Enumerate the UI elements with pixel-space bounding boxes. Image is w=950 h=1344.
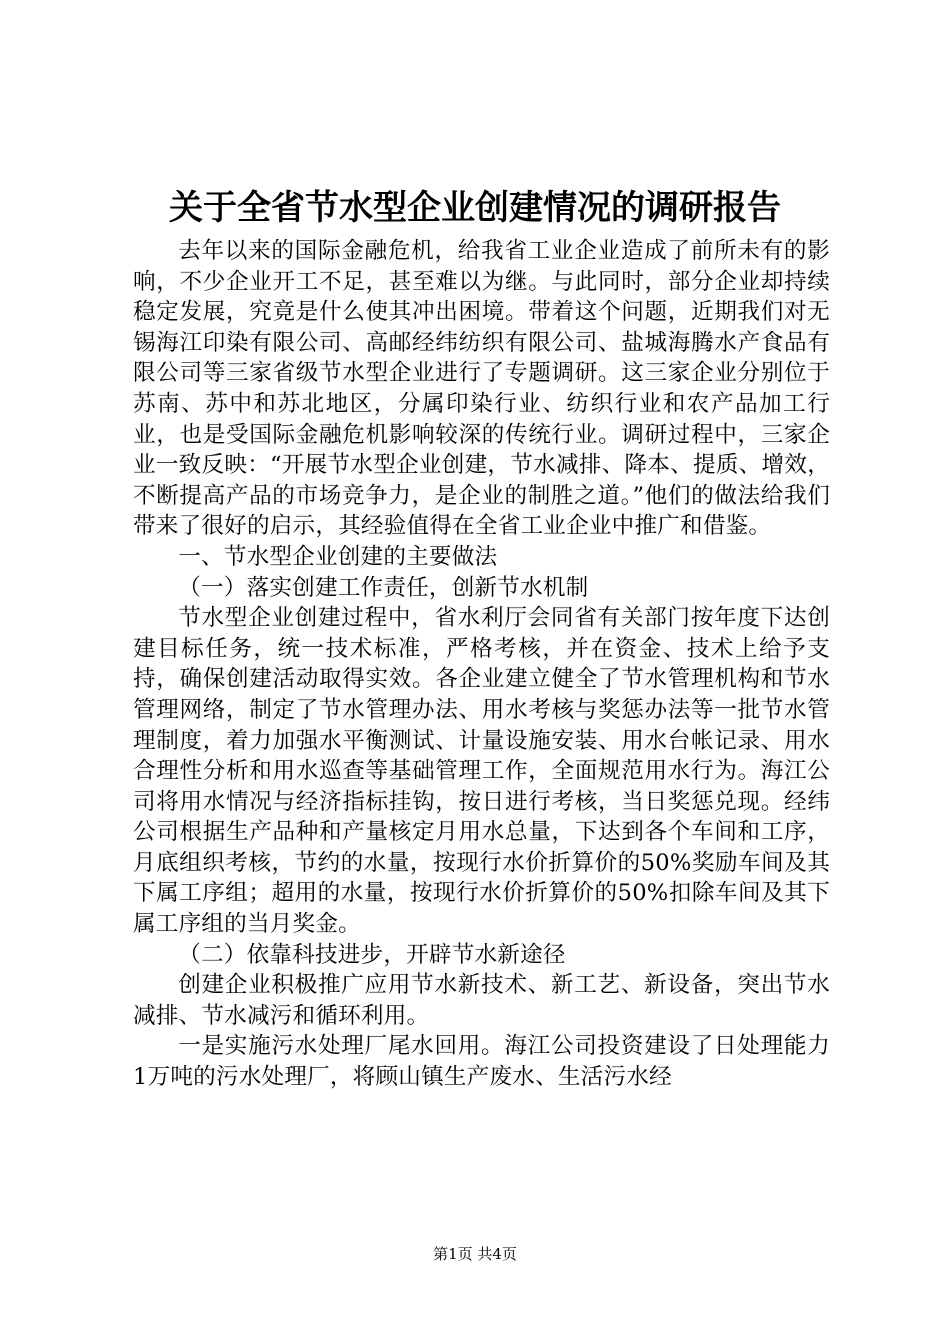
subsection-heading-1: （一）落实创建工作责任，创新节水机制 (178, 574, 589, 601)
document-title: 关于全省节水型企业创建情况的调研报告 (169, 188, 781, 228)
body-paragraph: 一是实施污水处理厂尾水回用。海江公司投资建设了日处理能力1万吨的污水处理厂，将顾山镇生产废水、生活污水经 (133, 1033, 830, 1091)
subsection-heading-2: （二）依靠科技进步，开辟节水新途径 (178, 941, 566, 968)
body-paragraph: 节水型企业创建过程中，省水利厅会同省有关部门按年度下达创建目标任务，统一技术标准，严格考核，并在资金、技术上给予支持，确保创建活动取得实效。各企业建立健全了节水管理机构和节水管理网络，制定了节水管理办法、用水考核与奖惩办法等一批节水管理制度，着力加强水平衡测试、计量设施安装、用水台帐记录、用水合理性分析和用水巡查等基础管理工作，全面规范用水行为。海江公司将用水情况与经济指标挂钩，按日进行考核，当日奖惩兑现。经纬公司根据生产品种和产量核定月用水总量，下达到各个车间和工序，月底组织考核，节约的水量，按现行水价折算价的50%奖励车间及其下属工序组；超用的水量，按现行水价折算价的50%扣除车间及其下属工序组的当月奖金。 (133, 605, 830, 938)
intro-paragraph: 去年以来的国际金融危机，给我省工业企业造成了前所未有的影响，不少企业开工不足，甚至难以为继。与此同时，部分企业却持续稳定发展，究竟是什么使其冲出困境。带着这个问题，近期我们对无锡海江印染有限公司、高邮经纬纺织有限公司、盐城海腾水产食品有限公司等三家省级节水型企业进行了专题调研。这三家企业分别位于苏南、苏中和苏北地区，分属印染行业、纺织行业和农产品加工行业，也是受国际金融危机影响较深的传统行业。调研过程中，三家企业一致反映：“开展节水型企业创建，节水减排、降本、提质、增效，不断提高产品的市场竞争力，是企业的制胜之道。”他们的做法给我们带来了很好的启示，其经验值得在全省工业企业中推广和借鉴。 (133, 238, 830, 540)
document-body (133, 236, 830, 1093)
page-number-footer: 第1页 共4页 (433, 1245, 517, 1263)
body-paragraph: 创建企业积极推广应用节水新技术、新工艺、新设备，突出节水减排、节水减污和循环利用。 (133, 972, 830, 1029)
section-heading-1: 一、节水型企业创建的主要做法 (178, 543, 498, 570)
